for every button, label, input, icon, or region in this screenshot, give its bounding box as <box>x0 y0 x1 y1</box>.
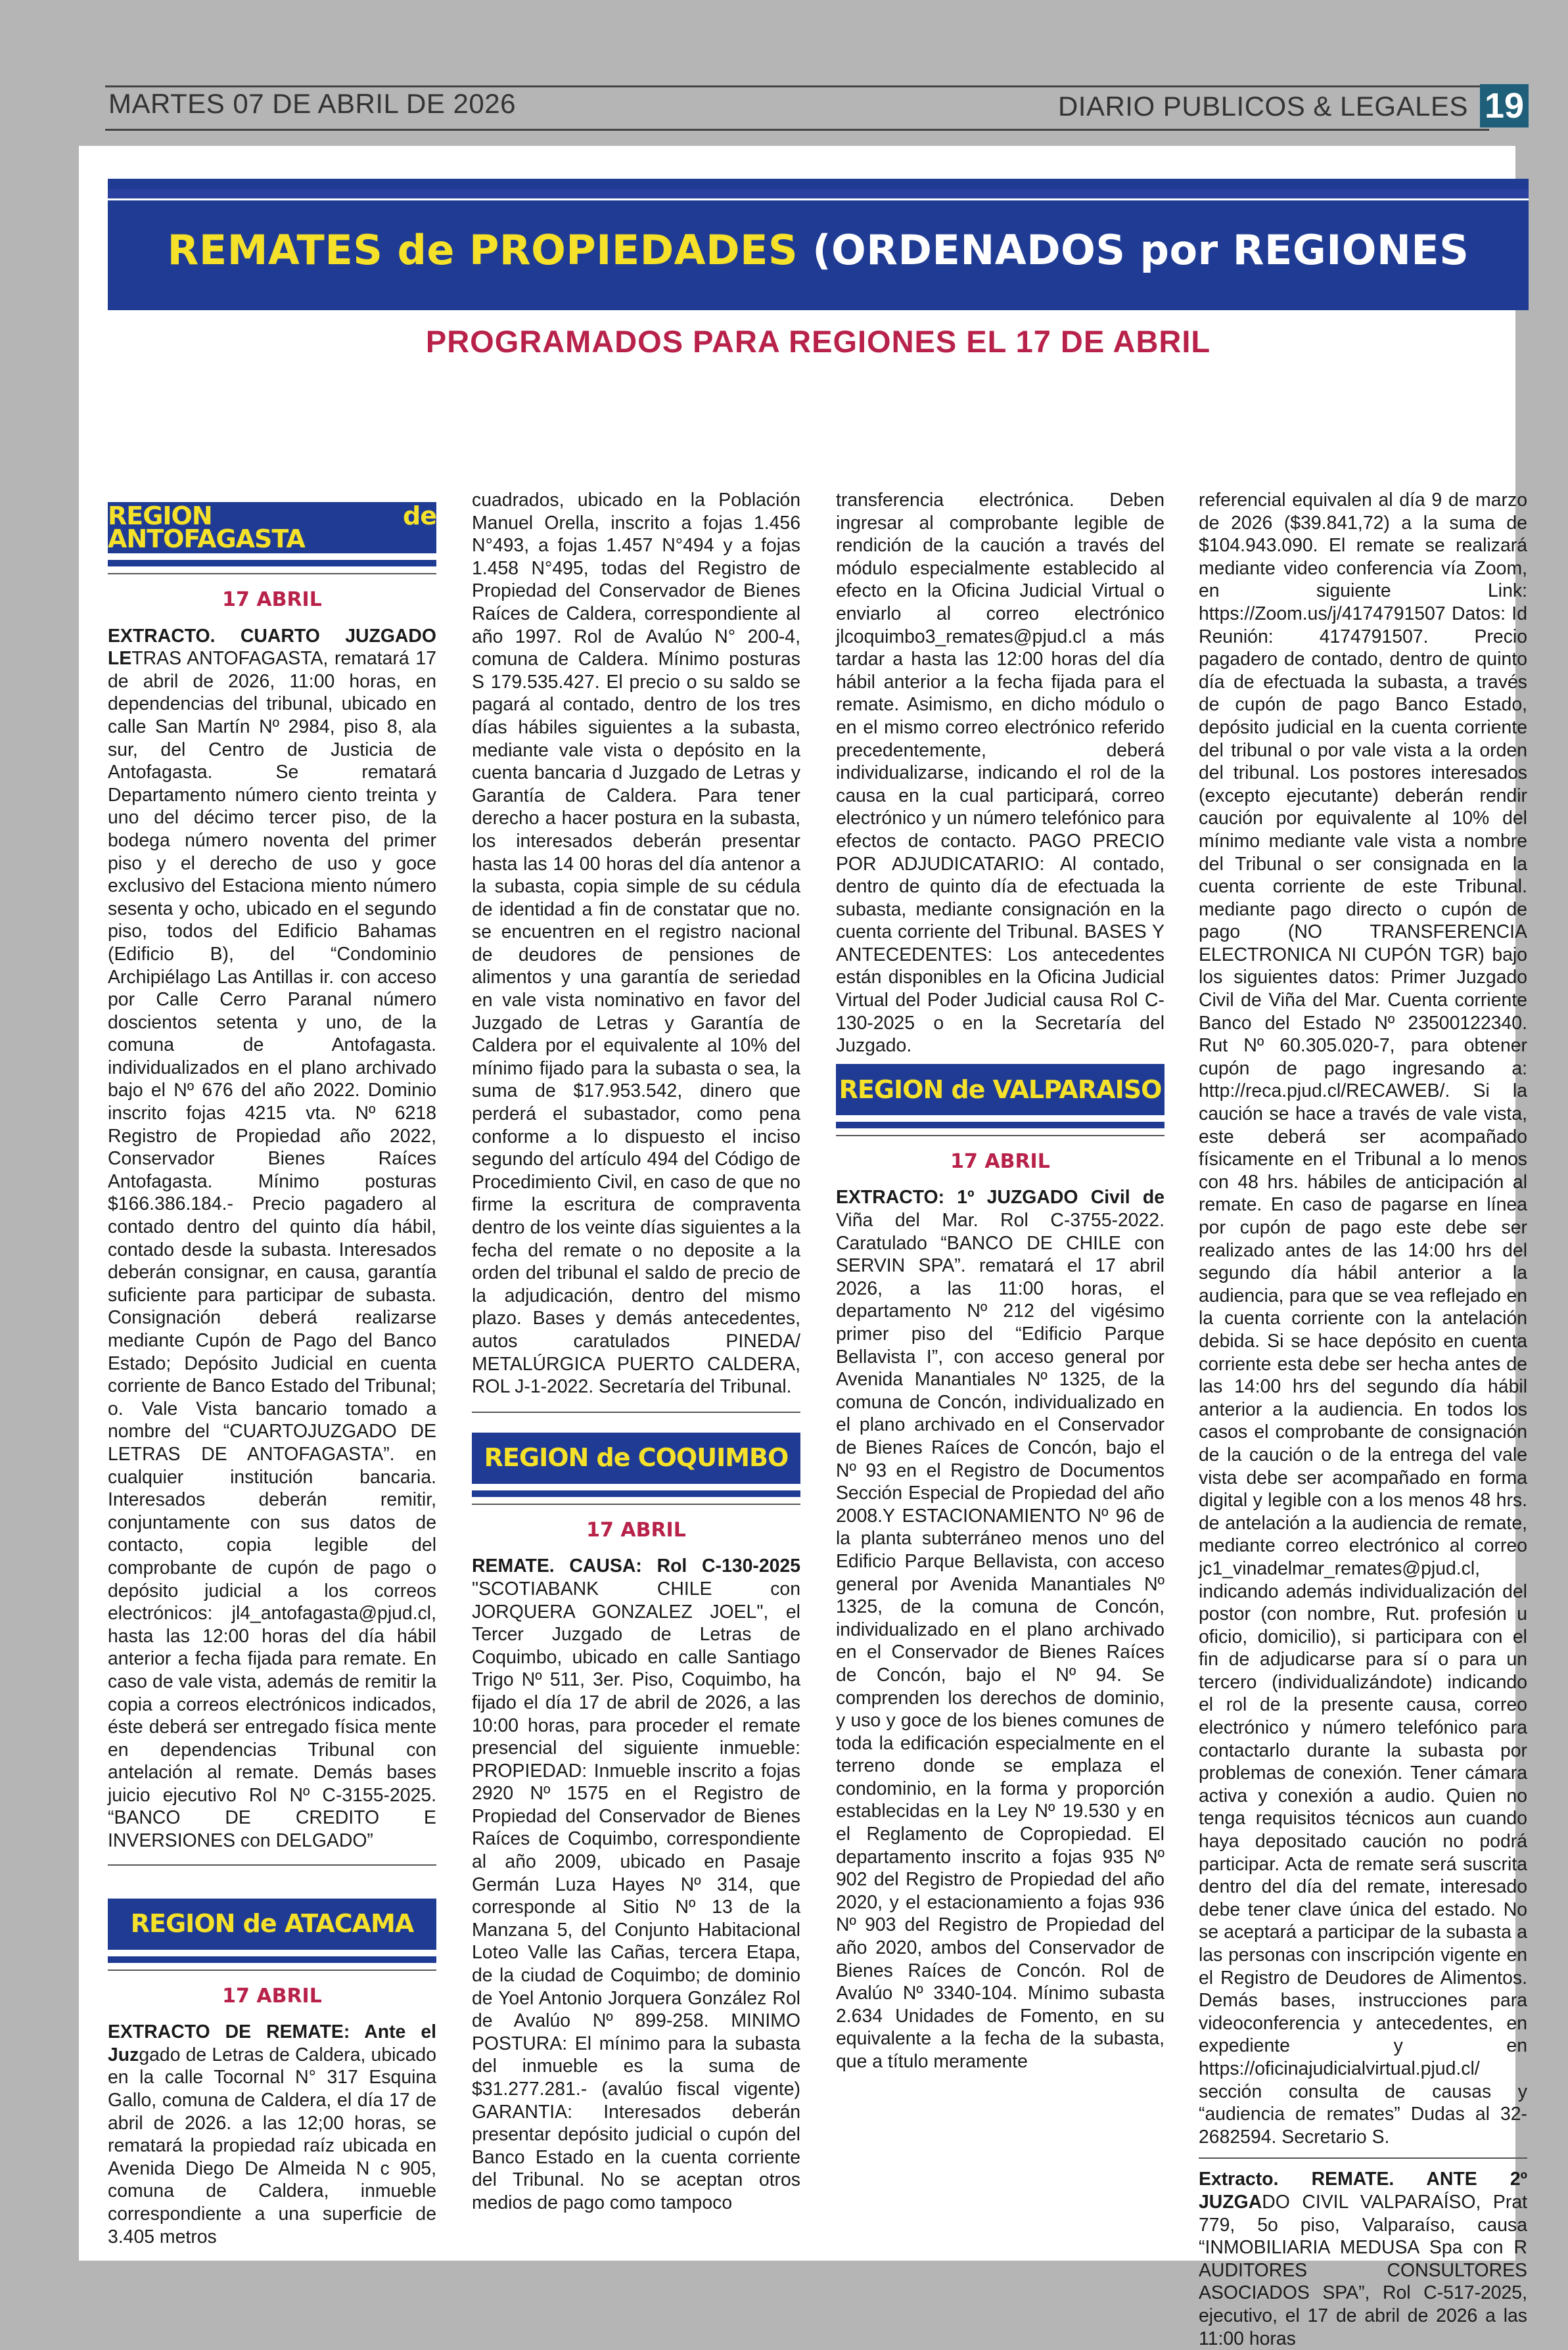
auction-date: 17 ABRIL <box>222 1984 322 2008</box>
divider <box>108 573 436 574</box>
banner-stripe <box>108 189 1529 200</box>
section-subtitle: PROGRAMADOS PARA REGIONES EL 17 DE ABRIL <box>425 324 1211 359</box>
divider <box>1199 2157 1527 2159</box>
notice-body: TRAS ANTOFAGASTA, rematará 17 de abril de 2026, 11:00 horas, en dependencias del tribunal, ubicado en calle San Martín Nº 2984, piso 8, ala sur, del Centro de Justicia de Antofagasta. Se rematará Departamento número ciento treinta y uno del décimo tercer piso, de la bodega número noventa del primer piso y el derecho de uso y goce exclusivo del Estaciona miento número sesenta y ocho, ubicado en el segundo piso, todos del Edificio Bahamas (Edificio B), del “Condominio Archipiélago Las Antillas ir. con acceso por Calle Cerro Paranal número doscientos setenta y uno, de la comuna de Antofagasta. individualizados en el plano archivado bajo el Nº 676 del año 2022. Dominio inscrito fojas 4215 vta. Nº 6218 Registro de Propiedad año 2022, Conservador Bienes Raíces Antofagasta. Mínimo posturas $166.386.184.- Precio pagadero al contado dentro del quinto día hábil, contado desde la subasta. Interesados deberán consignar, en causa, garantía suficiente para participar de subasta. Consignación deberá realizarse mediante Cupón de Pago del Banco Estado; Depósito Judicial en cuenta corriente de Banco Estado del Tribunal; o. Vale Vista bancario tomado a nombre del “CUARTOJUZGADO DE LETRAS DE ANTOFAGASTA”. en cualquier institución bancaria. Interesados deberán remitir, conjuntamente con sus datos de contacto, copia legible del comprobante de cupón de pago o depósito judicial a los correos electrónicos: jl4_antofagasta@pjud.cl, hasta las 12:00 horas del día hábil anterior a fecha fijada para remate. En caso de vale vista, además de remitir la copia a correos electrónicos indicados, éste deberá ser entregado física mente en dependencias Tribunal con antelación al remate. Demás bases juicio ejecutivo Rol Nº C-3155-2025. “BANCO DE CREDITO E INVERSIONES con DELGADO” <box>108 648 436 1852</box>
page-number: 19 <box>1480 84 1529 127</box>
issue-date: MARTES 07 DE ABRIL DE 2026 <box>108 88 516 119</box>
notice-lead: EXTRACTO: 1º JUZGADO Civil de <box>836 1187 1164 1209</box>
section-banner <box>108 179 1529 310</box>
auction-date: 17 ABRIL <box>586 1518 686 1542</box>
notice-atacama-start <box>108 2021 436 2248</box>
notice-atacama-cont <box>472 489 800 1398</box>
divider <box>472 1504 800 1505</box>
publication-name: DIARIO PUBLICOS & LEGALES <box>1057 91 1468 122</box>
notice-body: cuadrados, ubicado en la Población Manuel Orella, inscrito a fojas 1.456 N°493, a fojas 1.457 N°494 y a fojas 1.458 N°495, todas del Registro de Propiedad del Conservador de Bienes Raíces de Caldera, correspondiente al año 1997. Rol de Avalúo N° 200-4, comuna de Caldera. Mínimo posturas S 179.535.427. El precio o su saldo se pagará al contado, dentro de los tres días hábiles siguientes a la subasta, mediante vale vista o depósito en la cuenta bancaria d Juzgado de Letras y Garantía de Caldera. Para tener derecho a hacer postura en la subasta, los interesados deberán presentar hasta las 14 00 horas del día antenor a la subasta, copia simple de su cédula de identidad a fin de constatar que no. se encuentren en el registro nacional de deudores de pensiones de alimentos y una garantía de seriedad en vale vista nominativo en favor del Juzgado de Letras y Garantía de Caldera por el equivalente al 10% del mínimo fijado para la subasta o sea, la suma de $17.953.542, dinero que perderá el subastador, como pena conforme a lo dispuesto el inciso segundo del artículo 494 del Código de Procedimiento Civil, en caso de que no firme la escritura de compraventa dentro de los veinte días siguientes a la fecha del remate o no deposite a la orden del tribunal el saldo de precio de la adjudicación, dentro del mismo plazo. Bases y demás antecedentes, autos caratulados PINEDA/ METALÚRGICA PUERTO CALDERA, ROL J-1-2022. Secretaría del Tribunal. <box>472 490 800 1398</box>
column-4 <box>1199 489 1527 2350</box>
region-label: REGION de ANTOFAGASTA <box>108 501 436 553</box>
region-header-coquimbo <box>472 1433 800 1490</box>
notice-body: transferencia electrónica. Deben ingresar al comprobante legible de rendición de la caución a través del módulo especialmente establecido al efecto en la Oficina Judicial Virtual o enviarlo al correo electrónico jlcoquimbo3_remates@pjud.cl a más tardar a hasta las 12:00 horas del día hábil anterior a la fecha fijada para el remate. Asimismo, en dicho módulo o en el mismo correo electrónico referido precedentemente, deberá individualizarse, indicando el rol de la causa en la cual participará, correo electrónico y un número telefónico para efectos de contacto. PAGO PRECIO POR ADJUDICATARIO: Al contado, dentro de quinto día de efectuada la subasta, mediante consignación en la cuenta corriente del Tribunal. BASES Y ANTECEDENTES: Los antecedentes están disponibles en la Oficina Judicial Virtual del Poder Judicial causa Rol C-130-2025 o en la Secretaría del Juzgado. <box>836 490 1164 1057</box>
header-top-rule <box>105 85 1489 87</box>
notice-valparaiso-2 <box>1199 2168 1527 2350</box>
divider <box>472 1412 800 1413</box>
banner-title <box>168 226 1469 274</box>
notice-coquimbo-start <box>472 1555 800 2214</box>
region-header-antofagasta <box>108 502 436 560</box>
notice-valparaiso-cont <box>1199 489 1527 2148</box>
notice-coquimbo-cont <box>836 489 1164 1057</box>
region-label: REGION de ATACAMA <box>130 1909 414 1939</box>
notice-body: "SCOTIABANK CHILE con JORQUERA GONZALEZ JOEL", el Tercer Juzgado de Letras de Coquimbo, ubicado en calle Santiago Trigo Nº 511, 3er. Piso, Coquimbo, ha fijado el día 17 de abril de 2026, a las 10:00 horas, para proceder el remate presencial del siguiente inmueble: PROPIEDAD: Inmueble inscrito a fojas 2920 Nº 1575 en el Registro de Propiedad del Conservador de Bienes Raíces de Coquimbo, correspondiente al año 2009, ubicado en Pasaje Germán Luza Hayes Nº 314, que corresponde al Sitio Nº 13 de la Manzana 5, del Conjunto Habitacional Loteo Valle las Cañas, tercera Etapa, de la ciudad de Coquimbo; de dominio de Yoel Antonio Jorquera González Rol de Avalúo Nº 899-258. MINIMO POSTURA: El mínimo para la subasta del inmueble es la suma de $31.277.281.- (avalúo fiscal vigente) GARANTIA: Interesados deberán presentar depósito judicial o cupón del Banco Estado en la cuenta corriente del Tribunal. No se aceptan otros medios de pago como tampoco <box>472 1578 800 2213</box>
divider <box>836 1135 1164 1136</box>
region-header-valparaiso <box>836 1064 1164 1122</box>
notice-body: Viña del Mar. Rol C-3755-2022. Caratulado “BANCO DE CHILE con SERVIN SPA”. rematará el 17 abril 2026, a las 11:00 horas, el departamento Nº 212 del vigésimo primer piso del “Edificio Parque Bellavista I”, con acceso general por Avenida Manantiales Nº 1325, de la comuna de Concón, individualizado en el plano archivado en el Conservador de Bienes Raíces de Concón, bajo el Nº 93 en el Registro de Documentos Sección Especial de Propiedad del año 2008.Y ESTACIONAMIENTO Nº 96 de la planta subterráneo menos uno del Edificio Parque Bellavista, con acceso general por Avenida Manantiales Nº 1325, de la comuna de Concón, individualizado en el plano archivado en el Conservador de Bienes Raíces de Concón, bajo el Nº 94. Se comprenden los derechos de dominio, y uso y goce de los bienes comunes de toda la edificación especialmente en el terreno donde se emplaza el condominio, en la forma y proporción establecidas en la Ley Nº 19.530 y en el Reglamento de Copropiedad. El departamento inscrito a fojas 935 Nº 902 del Registro de Propiedad del año 2020, y el estacionamiento a fojas 936 Nº 903 del Registro de Propiedad del año 2020, ambos del Conservador de Bienes Raíces de Concón. Rol de Avalúo Nº 3340-104. Mínimo subasta 2.634 Unidades de Fomento, en su equivalente a la fecha de la subasta, que a título meramente <box>836 1210 1164 2072</box>
column-3 <box>836 489 1164 2073</box>
banner-title-white: (ORDENADOS por REGIONES <box>812 225 1469 274</box>
header-bottom-rule <box>105 129 1489 131</box>
divider <box>108 1970 436 1971</box>
notice-lead: Extracto. REMATE. ANTE 2º JUZGA <box>1199 2169 1527 2213</box>
banner-title-yellow: REMATES de PROPIEDADES <box>167 225 798 274</box>
auction-date: 17 ABRIL <box>950 1149 1050 1173</box>
divider <box>108 1864 436 1866</box>
column-1 <box>108 486 436 2248</box>
notice-valparaiso-start <box>836 1186 1164 2073</box>
region-label: REGION de COQUIMBO <box>484 1443 789 1473</box>
notice-lead: EXTRACTO DE REMATE: Ante el Juz <box>108 2021 436 2065</box>
notice-antofagasta <box>108 625 436 1853</box>
notice-body: DO CIVIL VALPARAÍSO, Prat 779, 5o piso, Valparaíso, causa “INMOBILIARIA MEDUSA Spa con R AUDITORES CONSULTORES ASOCIADOS SPA”, Rol C-517-2025, ejecutivo, el 17 de abril de 2026 a las 11:00 horas <box>1199 2191 1527 2349</box>
region-header-atacama <box>108 1899 436 1956</box>
auction-date: 17 ABRIL <box>222 588 322 611</box>
notice-body: gado de Letras de Caldera, ubicado en la calle Tocornal N° 317 Esquina Gallo, comuna de Caldera, el día 17 de abril de 2026. a las 12;00 horas, se rematará la propiedad raíz ubicada en Avenida Diego De Almeida N c 905, comuna de Caldera, inmueble correspondiente a una superficie de 3.405 metros <box>108 2044 436 2247</box>
column-2 <box>472 489 800 2215</box>
notice-lead: EXTRACTO. CUARTO JUZGADO LE <box>108 625 436 670</box>
notice-body: referencial equivalen al día 9 de marzo de 2026 ($39.841,72) a la suma de $104.943.090. El remate se realizará mediante video conferencia vía Zoom, en siguiente Link: https://Zoom.us/j/4174791507 Datos: Id Reunión: 4174791507. Precio pagadero de contado, dentro de quinto día de efectuada la subasta, a través de cupón de pago Banco Estado, depósito judicial en la cuenta corriente del tribunal o por vale vista a la orden del tribunal. Los postores interesados (excepto ejecutante) deberán rendir caución por equivalente al 10% del mínimo mediante vale vista a nombre del Tribunal o ser consignada en la cuenta corriente de este Tribunal. mediante pago directo o cupón de pago (NO TRANSFERENCIA ELECTRONICA NI CUPÓN TGR) bajo los siguientes datos: Primer Juzgado Civil de Viña del Mar. Cuenta corriente Banco del Estado Nº 23500122340. Rut Nº 60.305.020-7, para obtener cupón de pago ingresando a: http://reca.pjud.cl/RECAWEB/. Si la caución se hace a través de vale vista, este deberá ser acompañado físicamente en el Tribunal a lo menos con 48 hrs. hábiles de anticipación al remate. En caso de pagarse en línea por cupón de pago este debe ser realizado antes de las 14:00 hrs del segundo día hábil anterior a la audiencia, para que se vea reflejado en la cuenta corriente con la antelación debida. Si se hace depósito en cuenta corriente esta debe ser hecha antes de las 14:00 hrs del segundo día hábil anterior a la audiencia. En todos los casos el comprobante de consignación de la caución o de la entrega del vale vista debe ser acompañado en forma digital y legible con a los menos 48 hrs. de antelación a la audiencia de remate, mediante correo electrónico al correo jc1_vinadelmar_remates@pjud.cl, indicando además individualización del postor (con nombre, Rut. profesión u oficio, domicilio), si participara con el fin de adjudicarse para sí o para un tercero (individualizándote) indicando el rol de la presente causa, correo electrónico y número telefónico para contactarlo durante la subasta por problemas de conexión. Tener cámara activa y conexión a audio. Quien no tenga requisitos técnicos aun cuando haya depositado caución no podrá participar. Acta de remate será suscrita dentro del día del remate, interesado debe tener clave única del estado. No se aceptará a participar de la subasta a las personas con inscripción vigente en el Registro de Deudores de Alimentos. Demás bases, instrucciones para videoconferencia y antecedentes, en expediente y en https://oficinajudicialvirtual.pjud.cl/ sección consulta de causas y “audiencia de remates” Dudas al 32-2682594. Secretario S. <box>1199 490 1527 2148</box>
notice-lead: REMATE. CAUSA: Rol C-130-2025 <box>472 1555 800 1577</box>
region-label: REGION de VALPARAISO <box>839 1074 1162 1104</box>
